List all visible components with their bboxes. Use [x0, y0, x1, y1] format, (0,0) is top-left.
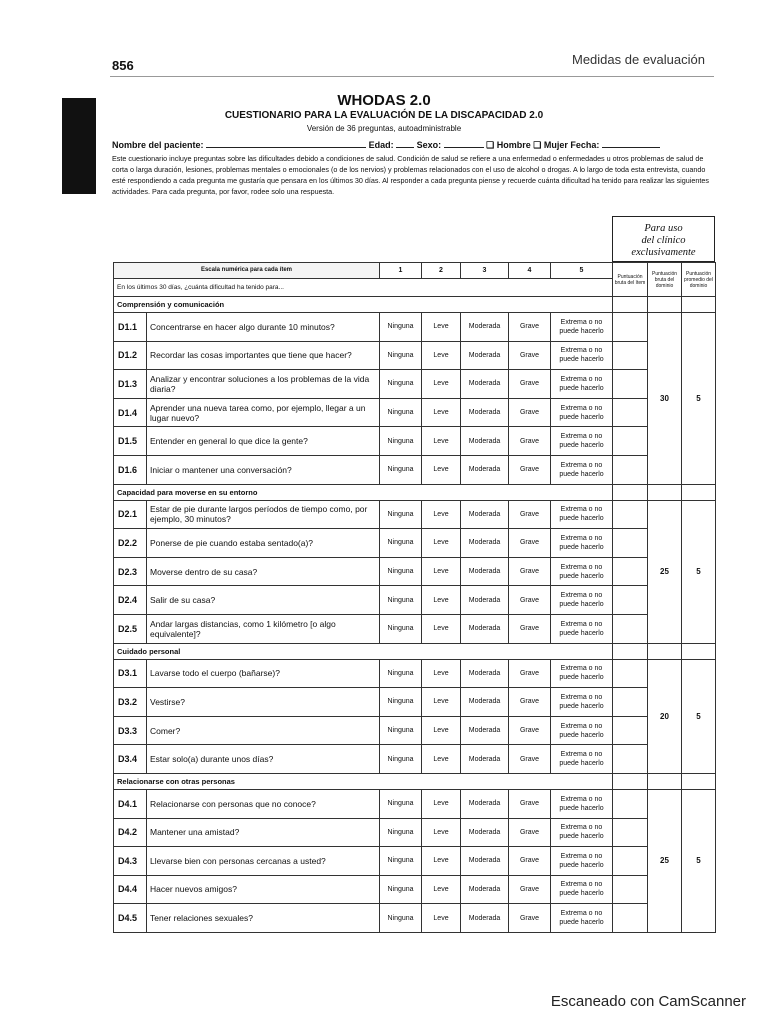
answer-option[interactable]: Moderada — [461, 904, 509, 933]
question-row — [114, 313, 716, 342]
answer-option[interactable]: Moderada — [461, 529, 509, 558]
answer-option[interactable]: Extrema o no puede hacerlo — [551, 370, 613, 399]
question-code: D2.5 — [114, 614, 147, 643]
answer-option[interactable]: Moderada — [461, 500, 509, 529]
question-code: D1.2 — [114, 341, 147, 370]
item-raw-score-cell[interactable] — [613, 398, 648, 427]
answer-option[interactable]: Ninguna — [380, 716, 422, 745]
question-code: D4.1 — [114, 789, 147, 818]
question-text: Salir de su casa? — [147, 586, 380, 615]
question-row — [114, 586, 716, 615]
clinic-blank-cell — [613, 484, 648, 500]
answer-option[interactable]: Extrema o no puede hacerlo — [551, 904, 613, 933]
item-raw-score-cell[interactable] — [613, 789, 648, 818]
domain-average-score: 5 — [682, 659, 716, 773]
question-row — [114, 427, 716, 456]
answer-option[interactable]: Leve — [422, 370, 461, 399]
answer-option[interactable]: Ninguna — [380, 427, 422, 456]
answer-option[interactable]: Moderada — [461, 313, 509, 342]
clinic-blank-cell — [613, 773, 648, 789]
item-raw-score-cell[interactable] — [613, 586, 648, 615]
answer-option[interactable]: Extrema o no puede hacerlo — [551, 341, 613, 370]
question-text: Analizar y encontrar soluciones a los problemas de la vida diaria? — [147, 370, 380, 399]
clinic-box-line-2: del clínico — [641, 235, 686, 246]
scale-header-row — [114, 263, 716, 279]
answer-option[interactable]: Ninguna — [380, 500, 422, 529]
answer-option[interactable]: Extrema o no puede hacerlo — [551, 745, 613, 774]
answer-option[interactable]: Moderada — [461, 557, 509, 586]
answer-option[interactable]: Leve — [422, 659, 461, 688]
answer-option[interactable]: Grave — [509, 688, 551, 717]
answer-option[interactable]: Moderada — [461, 614, 509, 643]
female-checkbox[interactable]: ❏ Mujer — [533, 140, 568, 150]
clinic-blank-cell — [613, 297, 648, 313]
patient-label: Nombre del paciente: — [112, 140, 204, 150]
question-row — [114, 789, 716, 818]
male-checkbox[interactable]: ❏ Hombre — [486, 140, 531, 150]
answer-option[interactable]: Moderada — [461, 586, 509, 615]
answer-option[interactable]: Extrema o no puede hacerlo — [551, 789, 613, 818]
answer-option[interactable]: Moderada — [461, 875, 509, 904]
answer-option[interactable]: Grave — [509, 875, 551, 904]
answer-option[interactable]: Extrema o no puede hacerlo — [551, 427, 613, 456]
question-row — [114, 847, 716, 876]
item-raw-score-cell[interactable] — [613, 875, 648, 904]
answer-option[interactable]: Ninguna — [380, 313, 422, 342]
domain-raw-score: 20 — [648, 659, 682, 773]
answer-option[interactable]: Leve — [422, 688, 461, 717]
answer-option[interactable]: Leve — [422, 427, 461, 456]
question-code: D1.1 — [114, 313, 147, 342]
item-raw-score-cell[interactable] — [613, 427, 648, 456]
question-text: Andar largas distancias, como 1 kilómetro [o algo equivalente]? — [147, 614, 380, 643]
answer-option[interactable]: Leve — [422, 557, 461, 586]
answer-option[interactable]: Moderada — [461, 847, 509, 876]
answer-option[interactable]: Grave — [509, 745, 551, 774]
scale-number: 4 — [509, 263, 551, 279]
answer-option[interactable]: Grave — [509, 529, 551, 558]
answer-option[interactable]: Extrema o no puede hacerlo — [551, 455, 613, 484]
question-row — [114, 455, 716, 484]
domain-raw-score: 25 — [648, 789, 682, 932]
question-text: Iniciar o mantener una conversación? — [147, 455, 380, 484]
item-raw-score-cell[interactable] — [613, 818, 648, 847]
item-raw-score-cell[interactable] — [613, 341, 648, 370]
date-label: Fecha: — [570, 140, 600, 150]
section-row — [114, 773, 716, 789]
item-raw-score-cell[interactable] — [613, 745, 648, 774]
answer-option[interactable]: Moderada — [461, 398, 509, 427]
answer-option[interactable]: Leve — [422, 904, 461, 933]
question-row — [114, 557, 716, 586]
doc-subtitle: CUESTIONARIO PARA LA EVALUACIÓN DE LA DISCAPACIDAD 2.0 — [224, 110, 544, 121]
question-code: D3.2 — [114, 688, 147, 717]
answer-option[interactable]: Leve — [422, 789, 461, 818]
answer-option[interactable]: Extrema o no puede hacerlo — [551, 500, 613, 529]
question-code: D1.6 — [114, 455, 147, 484]
answer-option[interactable]: Extrema o no puede hacerlo — [551, 586, 613, 615]
answer-option[interactable]: Moderada — [461, 341, 509, 370]
domain-average-score: 5 — [682, 789, 716, 932]
answer-option[interactable]: Moderada — [461, 455, 509, 484]
answer-option[interactable]: Ninguna — [380, 875, 422, 904]
question-code: D2.2 — [114, 529, 147, 558]
doc-title: WHODAS 2.0 — [337, 92, 431, 109]
question-code: D2.4 — [114, 586, 147, 615]
question-text: Relacionarse con personas que no conoce? — [147, 789, 380, 818]
answer-option[interactable]: Extrema o no puede hacerlo — [551, 659, 613, 688]
clinic-col-domain-avg: Puntuación promedio del dominio — [682, 263, 716, 297]
answer-option[interactable]: Moderada — [461, 818, 509, 847]
answer-option[interactable]: Ninguna — [380, 455, 422, 484]
section-title: Cuidado personal — [114, 643, 613, 659]
answer-option[interactable]: Extrema o no puede hacerlo — [551, 847, 613, 876]
question-text: Vestirse? — [147, 688, 380, 717]
clinic-blank-cell — [682, 773, 716, 789]
clinic-col-domain-raw: Puntuación bruta del dominio — [648, 263, 682, 297]
question-text: Entender en general lo que dice la gente? — [147, 427, 380, 456]
question-text: Hacer nuevos amigos? — [147, 875, 380, 904]
page-number: 856 — [112, 58, 134, 73]
section-title: Comprensión y comunicación — [114, 297, 613, 313]
clinic-blank-cell — [613, 643, 648, 659]
answer-option[interactable]: Grave — [509, 398, 551, 427]
answer-option[interactable]: Leve — [422, 500, 461, 529]
domain-raw-score: 30 — [648, 313, 682, 485]
question-code: D4.5 — [114, 904, 147, 933]
answer-option[interactable]: Grave — [509, 614, 551, 643]
question-code: D3.4 — [114, 745, 147, 774]
answer-option[interactable]: Leve — [422, 586, 461, 615]
question-row — [114, 904, 716, 933]
item-raw-score-cell[interactable] — [613, 716, 648, 745]
answer-option[interactable]: Leve — [422, 529, 461, 558]
date-line[interactable] — [602, 139, 660, 148]
domain-average-score: 5 — [682, 313, 716, 485]
patient-name-line[interactable] — [206, 139, 366, 148]
question-code: D2.1 — [114, 500, 147, 529]
question-code: D2.3 — [114, 557, 147, 586]
question-row — [114, 341, 716, 370]
question-code: D4.2 — [114, 818, 147, 847]
question-text: Moverse dentro de su casa? — [147, 557, 380, 586]
answer-option[interactable]: Leve — [422, 341, 461, 370]
section-title: Capacidad para moverse en su entorno — [114, 484, 613, 500]
answer-option[interactable]: Grave — [509, 427, 551, 456]
answer-option[interactable]: Grave — [509, 557, 551, 586]
question-text: Ponerse de pie cuando estaba sentado(a)? — [147, 529, 380, 558]
answer-option[interactable]: Leve — [422, 313, 461, 342]
answer-option[interactable]: Ninguna — [380, 398, 422, 427]
scale-number: 5 — [551, 263, 613, 279]
answer-option[interactable]: Leve — [422, 818, 461, 847]
clinic-box-line-3: exclusivamente — [631, 247, 696, 258]
answer-option[interactable]: Extrema o no puede hacerlo — [551, 313, 613, 342]
domain-average-score: 5 — [682, 500, 716, 643]
question-code: D4.3 — [114, 847, 147, 876]
question-text: Tener relaciones sexuales? — [147, 904, 380, 933]
item-raw-score-cell[interactable] — [613, 688, 648, 717]
sex-line[interactable] — [444, 139, 484, 148]
item-raw-score-cell[interactable] — [613, 659, 648, 688]
answer-option[interactable]: Ninguna — [380, 688, 422, 717]
clinic-box-line-1: Para uso — [644, 223, 683, 234]
period-prompt: En los últimos 30 días, ¿cuánta dificultad ha tenido para... — [114, 278, 613, 296]
answer-option[interactable]: Extrema o no puede hacerlo — [551, 614, 613, 643]
question-row — [114, 500, 716, 529]
answer-option[interactable]: Moderada — [461, 789, 509, 818]
answer-option[interactable]: Moderada — [461, 745, 509, 774]
item-raw-score-cell[interactable] — [613, 313, 648, 342]
answer-option[interactable]: Extrema o no puede hacerlo — [551, 557, 613, 586]
question-text: Comer? — [147, 716, 380, 745]
answer-option[interactable]: Moderada — [461, 370, 509, 399]
answer-option[interactable]: Grave — [509, 370, 551, 399]
answer-option[interactable]: Moderada — [461, 659, 509, 688]
question-code: D4.4 — [114, 875, 147, 904]
item-raw-score-cell[interactable] — [613, 557, 648, 586]
question-row — [114, 716, 716, 745]
question-code: D3.1 — [114, 659, 147, 688]
item-raw-score-cell[interactable] — [613, 904, 648, 933]
answer-option[interactable]: Ninguna — [380, 818, 422, 847]
section-row — [114, 643, 716, 659]
answer-option[interactable]: Ninguna — [380, 904, 422, 933]
clinic-blank-cell — [682, 484, 716, 500]
sex-label: Sexo: — [416, 140, 442, 150]
header-rule — [110, 76, 714, 77]
answer-option[interactable]: Grave — [509, 716, 551, 745]
question-row — [114, 370, 716, 399]
clinic-blank-cell — [648, 297, 682, 313]
scale-number: 3 — [461, 263, 509, 279]
section-row — [114, 484, 716, 500]
question-row — [114, 659, 716, 688]
answer-option[interactable]: Grave — [509, 586, 551, 615]
scale-number: 2 — [422, 263, 461, 279]
question-text: Mantener una amistad? — [147, 818, 380, 847]
clinic-blank-cell — [682, 297, 716, 313]
running-head: Medidas de evaluación — [572, 52, 705, 67]
answer-option[interactable]: Moderada — [461, 427, 509, 456]
answer-option[interactable]: Extrema o no puede hacerlo — [551, 398, 613, 427]
clinic-use-box — [612, 216, 715, 262]
answer-option[interactable]: Ninguna — [380, 745, 422, 774]
question-text: Concentrarse en hacer algo durante 10 minutos? — [147, 313, 380, 342]
answer-option[interactable]: Moderada — [461, 716, 509, 745]
question-text: Llevarse bien con personas cercanas a usted? — [147, 847, 380, 876]
question-code: D1.4 — [114, 398, 147, 427]
answer-option[interactable]: Ninguna — [380, 341, 422, 370]
question-row — [114, 688, 716, 717]
question-row — [114, 398, 716, 427]
question-text: Aprender una nueva tarea como, por ejemplo, llegar a un lugar nuevo? — [147, 398, 380, 427]
answer-option[interactable]: Extrema o no puede hacerlo — [551, 818, 613, 847]
item-raw-score-cell[interactable] — [613, 455, 648, 484]
answer-option[interactable]: Leve — [422, 398, 461, 427]
domain-raw-score: 25 — [648, 500, 682, 643]
question-row — [114, 745, 716, 774]
question-text: Estar solo(a) durante unos días? — [147, 745, 380, 774]
answer-option[interactable]: Ninguna — [380, 789, 422, 818]
section-row — [114, 297, 716, 313]
item-raw-score-cell[interactable] — [613, 370, 648, 399]
answer-option[interactable]: Grave — [509, 455, 551, 484]
answer-option[interactable]: Leve — [422, 455, 461, 484]
answer-option[interactable]: Grave — [509, 659, 551, 688]
answer-option[interactable]: Ninguna — [380, 370, 422, 399]
item-raw-score-cell[interactable] — [613, 847, 648, 876]
answer-option[interactable]: Extrema o no puede hacerlo — [551, 716, 613, 745]
clinic-blank-cell — [648, 773, 682, 789]
answer-option[interactable]: Grave — [509, 847, 551, 876]
answer-option[interactable]: Ninguna — [380, 659, 422, 688]
intro-paragraph: Este cuestionario incluye preguntas sobre las dificultades debido a condiciones de salud. Condición de salud se refiere a una enfermedad o enfermedades u otros problemas de salud de corta o larga duración, lesiones, problemas mentales o emocionales (o de los nervios) y problemas relacionados con el uso de alcohol o drogas. A lo largo de toda esta entrevista, cuando esté respondiendo a cada pregunta me gustaría que pensara en los últimos 30 días. Al responder a cada pregunta piense y recuerde cuánta dificultad ha tenido para realizar las siguientes actividades. Para cada pregunta, por favor, rodee solo una respuesta. — [112, 154, 709, 196]
answer-option[interactable]: Leve — [422, 875, 461, 904]
question-text: Lavarse todo el cuerpo (bañarse)? — [147, 659, 380, 688]
camscanner-watermark: Escaneado con CamScanner — [550, 993, 746, 1010]
answer-option[interactable]: Grave — [509, 500, 551, 529]
answer-option[interactable]: Ninguna — [380, 847, 422, 876]
patient-fields — [112, 139, 712, 151]
answer-option[interactable]: Leve — [422, 716, 461, 745]
scale-number: 1 — [380, 263, 422, 279]
answer-option[interactable]: Leve — [422, 614, 461, 643]
question-code: D1.5 — [114, 427, 147, 456]
answer-option[interactable]: Grave — [509, 904, 551, 933]
question-row — [114, 529, 716, 558]
age-line[interactable] — [396, 139, 414, 148]
answer-option[interactable]: Leve — [422, 847, 461, 876]
answer-option[interactable]: Ninguna — [380, 529, 422, 558]
doc-version: Versión de 36 preguntas, autoadministrable — [306, 124, 462, 133]
answer-option[interactable]: Grave — [509, 341, 551, 370]
item-raw-score-cell[interactable] — [613, 529, 648, 558]
answer-option[interactable]: Extrema o no puede hacerlo — [551, 688, 613, 717]
question-row — [114, 875, 716, 904]
answer-option[interactable]: Extrema o no puede hacerlo — [551, 875, 613, 904]
section-title: Relacionarse con otras personas — [114, 773, 613, 789]
age-label: Edad: — [368, 140, 394, 150]
scale-header: Escala numérica para cada ítem — [114, 263, 380, 279]
clinic-blank-cell — [648, 643, 682, 659]
answer-option[interactable]: Moderada — [461, 688, 509, 717]
answer-option[interactable]: Ninguna — [380, 614, 422, 643]
item-raw-score-cell[interactable] — [613, 614, 648, 643]
answer-option[interactable]: Ninguna — [380, 586, 422, 615]
question-row — [114, 614, 716, 643]
question-row — [114, 818, 716, 847]
answer-option[interactable]: Grave — [509, 818, 551, 847]
question-text: Recordar las cosas importantes que tiene que hacer? — [147, 341, 380, 370]
answer-option[interactable]: Grave — [509, 313, 551, 342]
item-raw-score-cell[interactable] — [613, 500, 648, 529]
question-code: D1.3 — [114, 370, 147, 399]
answer-option[interactable]: Grave — [509, 789, 551, 818]
answer-option[interactable]: Extrema o no puede hacerlo — [551, 529, 613, 558]
clinic-blank-cell — [682, 643, 716, 659]
answer-option[interactable]: Leve — [422, 745, 461, 774]
answer-option[interactable]: Ninguna — [380, 557, 422, 586]
clinic-blank-cell — [648, 484, 682, 500]
questionnaire-table — [113, 262, 716, 933]
clinic-col-item-raw: Puntuación bruta del ítem — [613, 263, 648, 297]
question-code: D3.3 — [114, 716, 147, 745]
question-text: Estar de pie durante largos períodos de tiempo como, por ejemplo, 30 minutos? — [147, 500, 380, 529]
